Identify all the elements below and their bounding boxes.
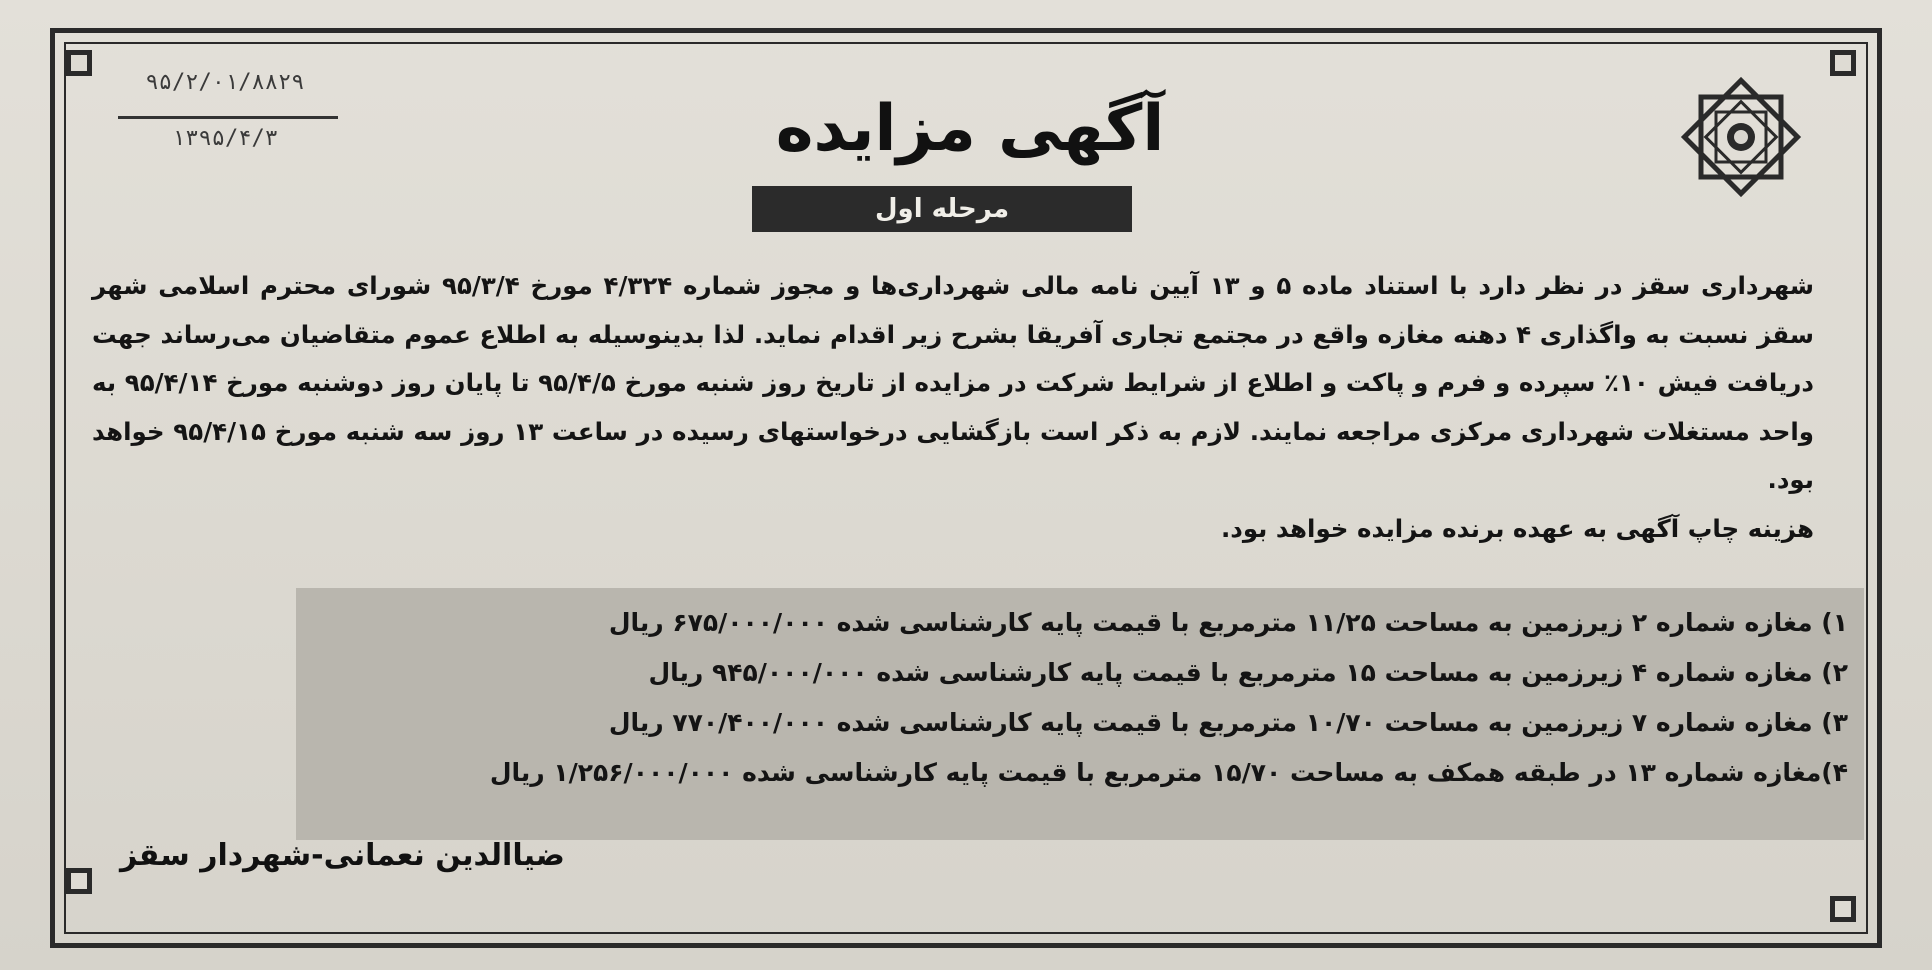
list-item: ۴)مغازه شماره ۱۳ در طبقه همکف به مساحت ۱۵/۷۰ مترمربع با قیمت پایه کارشناسی شده ۱/۲۵۶/۰۰۰/۰۰۰ ریال [489,758,1848,787]
notice-body [92,262,1814,553]
signature: ضیاالدین نعمانی-شهردار سقز [120,838,565,873]
frame-corner-ornament [1830,896,1856,922]
shop-list [308,598,1848,798]
stage-label: مرحله اول [874,194,1010,224]
body-paragraph: هزینه چاپ آگهی به عهده برنده مزایده خواهد بود. [1220,513,1814,543]
frame-corner-ornament [66,50,92,76]
list-item: ۳) مغازه شماره ۷ زیرزمین به مساحت ۱۰/۷۰ مترمربع با قیمت پایه کارشناسی شده ۷۷۰/۴۰۰/۰۰۰ ریال [608,708,1848,737]
notice-title: آگهی مزایده [775,92,1165,166]
reference-divider [118,116,338,119]
reference-date: ۱۳۹۵/۴/۳ [172,126,278,151]
municipality-emblem-icon [1676,72,1806,202]
list-item: ۲) مغازه شماره ۴ زیرزمین به مساحت ۱۵ مترمربع با قیمت پایه کارشناسی شده ۹۴۵/۰۰۰/۰۰۰ ریال [648,658,1848,687]
frame-corner-ornament [1830,50,1856,76]
body-paragraph: شهرداری سقز در نظر دارد با استناد ماده ۵ و ۱۳ آیین نامه مالی شهرداری‌ها و مجوز شماره ۴/۳۲۴ مورخ ۹۵/۳/۴ شورای محترم اسلامی شهر سقز نسبت به واگذاری ۴ دهنه مغازه واقع در مجتمع تجاری آفریقا بشرح زیر اقدام نماید. لذا بدینوسیله به اطلاع عموم متقاضیان می‌رساند جهت دریافت فیش ۱۰٪ سپرده و فرم و پاکت و اطلاع از شرایط شرکت در مزایده از تاریخ روز شنبه مورخ ۹۵/۴/۵ تا پایان روز دوشنبه مورخ ۹۵/۴/۱۴ به واحد مستغلات شهرداری مرکزی مراجعه نمایند. لازم به ذکر است بازگشایی درخواستهای رسیده در ساعت ۱۳ روز سه شنبه مورخ ۹۵/۴/۱۵ خواهد بود. [92,271,1815,494]
stage-banner [752,186,1132,232]
list-item: ۱) مغازه شماره ۲ زیرزمین به مساحت ۱۱/۲۵ مترمربع با قیمت پایه کارشناسی شده ۶۷۵/۰۰۰/۰۰۰ ریال [608,608,1848,637]
reference-number: ۹۵/۲/۰۱/۸۸۲۹ [145,70,305,95]
frame-corner-ornament [66,868,92,894]
